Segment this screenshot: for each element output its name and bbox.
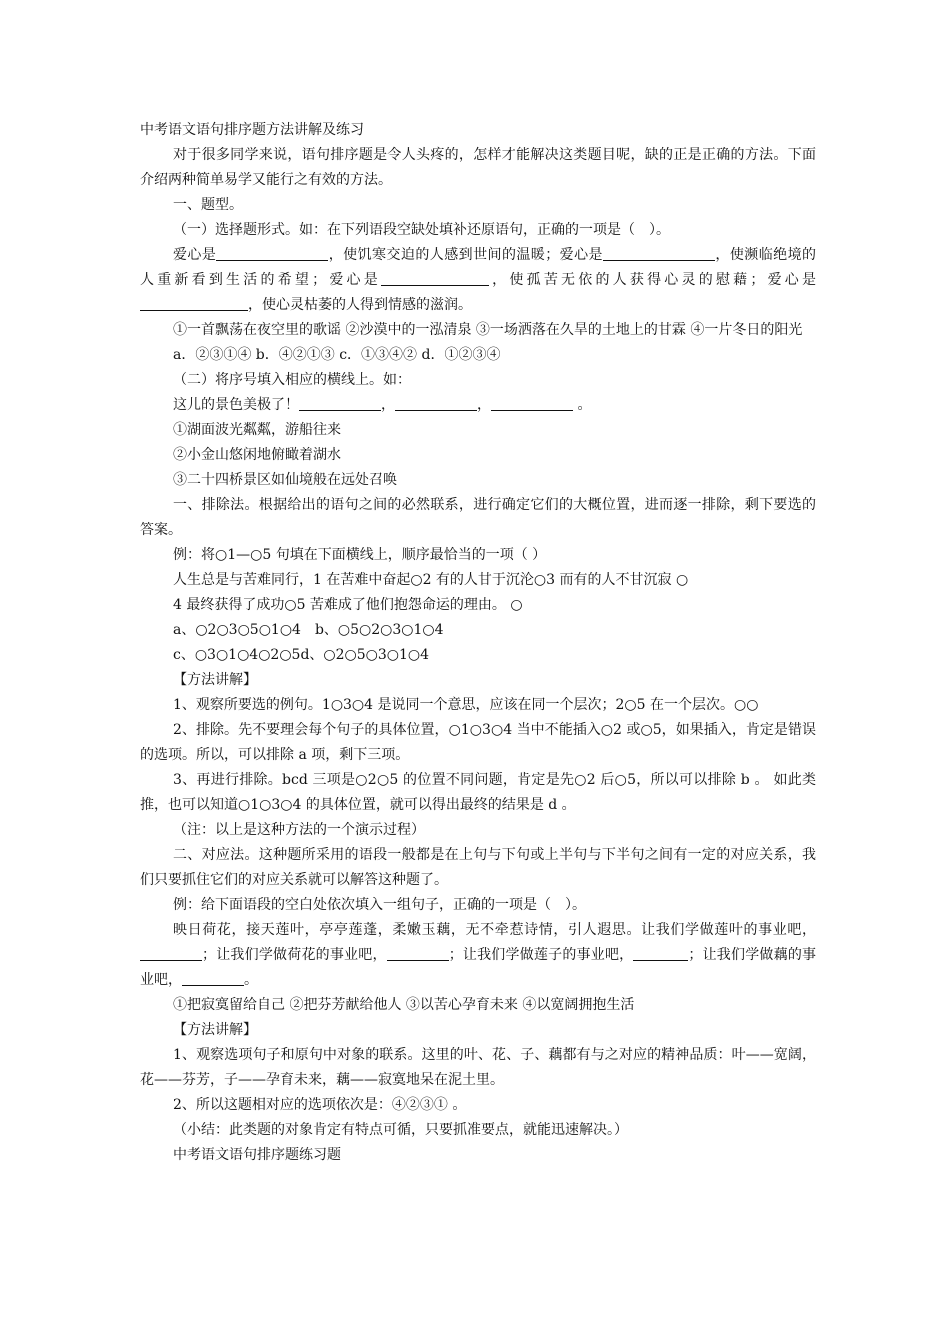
method1-options: c、○3○1○4○2○5d、○2○5○3○1○4 [173,647,430,663]
passage-text: ；让我们学做莲子的事业吧， [448,947,634,963]
method1-example-text: 4 最终获得了成功○5 苦难成了他们抱怨命运的理由。 ○ [173,597,523,613]
method1-example-text: 人生总是与苦难同行，1 在苦难中奋起○2 有的人甘于沉沦○3 而有的人不甘沉寂 ○ [173,572,689,588]
answer-blank[interactable] [491,394,573,411]
passage-text: ，使饥寒交迫的人感到世间的温暖；爱心是 [328,247,603,263]
sentence-text: 这儿的景色美极了！ [173,397,299,413]
method2-example-prompt: 例：给下面语段的空白处依次填入一组句子，正确的一项是（ ）。 [173,897,586,913]
method1-example-prompt: 例：将○1—○5 句填在下面横线上，顺序最恰当的一项（ ） [173,547,547,563]
answer-blank[interactable] [140,294,248,311]
answer-blank[interactable] [216,244,328,261]
method1-heading: 一、排除法。根据给出的语句之间的必然联系，进行确定它们的大概位置，进而逐一排除，剩下要选的答案。 [140,497,816,538]
document-title: 中考语文语句排序题方法讲解及练习 [140,122,364,138]
answer-blank[interactable] [182,969,244,986]
passage-text: ；让我们学做藕的事业吧， [140,947,817,988]
type2-item: ②小金山悠闲地俯瞰着湖水 [173,447,341,463]
answer-blank[interactable] [381,269,489,286]
passage-text: 。 [244,972,258,988]
method1-explain-heading: 【方法讲解】 [173,672,257,688]
sentence-text: ， [477,397,491,413]
type1-answers: a．②③①④ b．④②①③ c．①③④② d．①②③④ [173,347,501,363]
passage-text: ，使孤苦无依的人获得心灵的慰藉；爱心是 [488,272,816,288]
passage-text: ；让我们学做荷花的事业吧， [202,947,387,963]
method1-options: a、○2○3○5○1○4 b、○5○2○3○1○4 [173,622,444,638]
method2-explain-heading: 【方法讲解】 [173,1022,257,1038]
sentence-text: 。 [573,397,592,413]
intro-paragraph: 对于很多同学来说，语句排序题是令人头疼的，怎样才能解决这类题目呢，缺的正是正确的方法。下面介绍两种简单易学又能行之有效的方法。 [140,147,816,188]
type1-heading: （一）选择题形式。如：在下列语段空缺处填补还原语句，正确的一项是（ ）。 [173,222,670,238]
passage-text: ，使濒临绝境的人重新看到生活的希望；爱心是 [140,247,817,288]
document-body [140,118,816,1168]
passage-text: 爱心是 [173,247,217,263]
method2-options: ①把寂寞留给自己 ②把芬芳献给他人 ③以苦心孕育未来 ④以宽阔拥抱生活 [173,997,635,1013]
type2-item: ③二十四桥景区如仙境般在远处召唤 [173,472,397,488]
answer-blank[interactable] [140,944,202,961]
exercise-heading: 中考语文语句排序题练习题 [173,1147,341,1163]
type2-item: ①湖面波光粼粼，游船往来 [173,422,341,438]
method2-step: 2、所以这题相对应的选项依次是：④②③① 。 [173,1097,467,1113]
type2-sentence [140,393,816,418]
answer-blank[interactable] [387,944,449,961]
answer-blank[interactable] [299,394,381,411]
sentence-text: ， [381,397,395,413]
method1-step: 2、排除。先不要理会每个句子的具体位置，○1○3○4 当中不能插入○2 或○5，如果插入，肯定是错误的选项。所以，可以排除 a 项，剩下三项。 [140,722,816,763]
passage-text: ，使心灵枯萎的人得到情感的滋润。 [248,297,472,313]
method2-step: 1、观察选项句子和原句中对象的联系。这里的叶、花、子、藕都有与之对应的精神品质：叶——宽阔，花——芬芳，子——孕育未来，藕——寂寞地呆在泥土里。 [140,1047,816,1088]
method1-step: 3、再进行排除。bcd 三项是○2○5 的位置不同问题，肯定是先○2 后○5，所以可以排除 b 。 如此类推，也可以知道○1○3○4 的具体位置，就可以得出最终的结果是 d 。 [140,772,816,813]
method1-note: （注：以上是这种方法的一个演示过程） [173,822,425,838]
answer-blank[interactable] [633,944,688,961]
passage-text: 映日荷花，接天莲叶，亭亭莲蓬，柔嫩玉藕，无不牵惹诗情，引人遐思。让我们学做莲叶的事业吧， [173,922,816,938]
type1-options: ①一首飘荡在夜空里的歌谣 ②沙漠中的一泓清泉 ③一场洒落在久旱的土地上的甘霖 ④一片冬日的阳光 [173,322,803,338]
method2-summary: （小结：此类题的对象肯定有特点可循，只要抓准要点，就能迅速解决。） [173,1122,628,1138]
method2-heading: 二、对应法。这种题所采用的语段一般都是在上句与下句或上半句与下半句之间有一定的对应关系，我们只要抓住它们的对应关系就可以解答这种题了。 [140,847,816,888]
type1-passage [140,243,816,318]
type2-heading: （二）将序号填入相应的横线上。如： [173,372,411,388]
method2-passage [140,918,816,993]
section-question-types: 一、题型。 [173,197,243,213]
method1-step: 1、观察所要选的例句。1○3○4 是说同一个意思，应该在同一个层次；2○5 在一个层次。○○ [173,697,759,713]
answer-blank[interactable] [603,244,715,261]
answer-blank[interactable] [395,394,477,411]
